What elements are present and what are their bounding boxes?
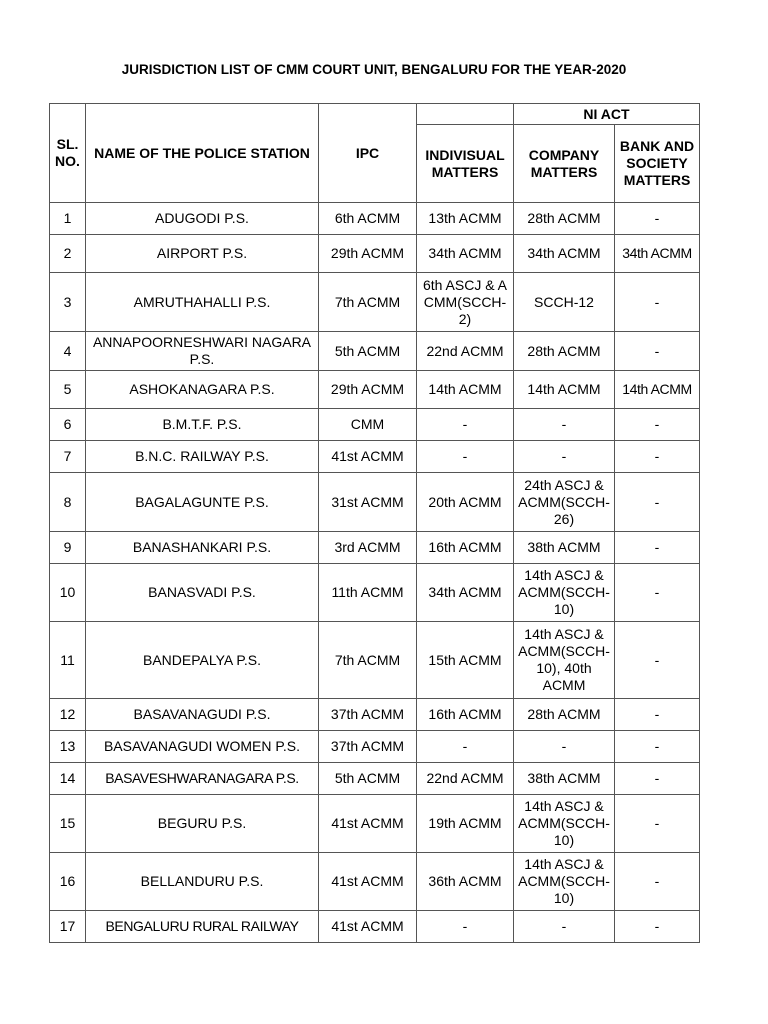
cell-individual: - <box>417 731 514 763</box>
cell-ipc: CMM <box>319 409 417 441</box>
cell-company: 38th ACMM <box>514 763 615 795</box>
cell-bank: - <box>615 699 700 731</box>
cell-bank: - <box>615 795 700 853</box>
cell-station: BASAVANAGUDI P.S. <box>86 699 319 731</box>
cell-company: 28th ACMM <box>514 699 615 731</box>
cell-company: 34th ACMM <box>514 235 615 273</box>
cell-ipc: 41st ACMM <box>319 911 417 943</box>
header-company: COMPANY MATTERS <box>514 125 615 203</box>
cell-individual: 6th ASCJ & ACMM(SCCH-2) <box>417 273 514 332</box>
cell-ipc: 6th ACMM <box>319 203 417 235</box>
cell-station: BANASVADI P.S. <box>86 564 319 622</box>
header-individual: INDIVISUAL MATTERS <box>417 125 514 203</box>
cell-ipc: 41st ACMM <box>319 795 417 853</box>
cell-sl: 6 <box>50 409 86 441</box>
cell-sl: 14 <box>50 763 86 795</box>
cell-company: 14th ASCJ & ACMM(SCCH-10) <box>514 564 615 622</box>
table-row <box>50 763 700 795</box>
cell-station: BANDEPALYA P.S. <box>86 622 319 699</box>
table-row <box>50 235 700 273</box>
cell-bank: - <box>615 731 700 763</box>
cell-company: 14th ASCJ & ACMM(SCCH-10) <box>514 795 615 853</box>
cell-individual: 16th ACMM <box>417 532 514 564</box>
cell-station: AIRPORT P.S. <box>86 235 319 273</box>
cell-bank: - <box>615 441 700 473</box>
cell-bank: 34th ACMM <box>615 235 700 273</box>
table-row <box>50 371 700 409</box>
cell-sl: 11 <box>50 622 86 699</box>
cell-station: ANNAPOORNESHWARI NAGARA P.S. <box>86 332 319 371</box>
table-row <box>50 441 700 473</box>
cell-company: 14th ASCJ & ACMM(SCCH-10) <box>514 853 615 911</box>
cell-company: 14th ACMM <box>514 371 615 409</box>
table-row <box>50 731 700 763</box>
cell-company: - <box>514 441 615 473</box>
cell-station: BENGALURU RURAL RAILWAY <box>86 911 319 943</box>
cell-station: BELLANDURU P.S. <box>86 853 319 911</box>
table-row <box>50 473 700 532</box>
cell-individual: 36th ACMM <box>417 853 514 911</box>
cell-bank: - <box>615 332 700 371</box>
cell-individual: 19th ACMM <box>417 795 514 853</box>
cell-station: BASAVANAGUDI WOMEN P.S. <box>86 731 319 763</box>
cell-bank: - <box>615 273 700 332</box>
cell-individual: 16th ACMM <box>417 699 514 731</box>
cell-sl: 12 <box>50 699 86 731</box>
cell-station: B.N.C. RAILWAY P.S. <box>86 441 319 473</box>
table-row <box>50 273 700 332</box>
cell-station: ASHOKANAGARA P.S. <box>86 371 319 409</box>
cell-bank: - <box>615 564 700 622</box>
cell-ipc: 5th ACMM <box>319 332 417 371</box>
cell-bank: 14th ACMM <box>615 371 700 409</box>
cell-sl: 15 <box>50 795 86 853</box>
jurisdiction-table <box>49 103 700 943</box>
cell-sl: 8 <box>50 473 86 532</box>
cell-ipc: 29th ACMM <box>319 235 417 273</box>
cell-ipc: 11th ACMM <box>319 564 417 622</box>
table-row <box>50 564 700 622</box>
cell-company: - <box>514 731 615 763</box>
table-row <box>50 332 700 371</box>
document-title: JURISDICTION LIST OF CMM COURT UNIT, BENGALURU FOR THE YEAR-2020 <box>121 62 627 77</box>
cell-station: ADUGODI P.S. <box>86 203 319 235</box>
cell-station: B.M.T.F. P.S. <box>86 409 319 441</box>
cell-station: AMRUTHAHALLI P.S. <box>86 273 319 332</box>
table-row <box>50 795 700 853</box>
cell-individual: 34th ACMM <box>417 235 514 273</box>
cell-bank: - <box>615 911 700 943</box>
table-row <box>50 532 700 564</box>
cell-sl: 1 <box>50 203 86 235</box>
cell-sl: 16 <box>50 853 86 911</box>
cell-ipc: 29th ACMM <box>319 371 417 409</box>
header-sl-no: SL. NO. <box>50 104 86 203</box>
cell-station: BAGALAGUNTE P.S. <box>86 473 319 532</box>
cell-sl: 17 <box>50 911 86 943</box>
table-row <box>50 409 700 441</box>
header-station: NAME OF THE POLICE STATION <box>86 104 319 203</box>
cell-individual: 13th ACMM <box>417 203 514 235</box>
cell-sl: 2 <box>50 235 86 273</box>
cell-bank: - <box>615 853 700 911</box>
cell-ipc: 41st ACMM <box>319 441 417 473</box>
cell-ipc: 41st ACMM <box>319 853 417 911</box>
cell-bank: - <box>615 473 700 532</box>
cell-bank: - <box>615 622 700 699</box>
cell-company: 24th ASCJ & ACMM(SCCH-26) <box>514 473 615 532</box>
cell-ipc: 7th ACMM <box>319 622 417 699</box>
cell-ipc: 37th ACMM <box>319 699 417 731</box>
cell-bank: - <box>615 203 700 235</box>
cell-company: SCCH-12 <box>514 273 615 332</box>
cell-ipc: 31st ACMM <box>319 473 417 532</box>
table-row <box>50 911 700 943</box>
cell-individual: 14th ACMM <box>417 371 514 409</box>
cell-station: BANASHANKARI P.S. <box>86 532 319 564</box>
cell-company: 38th ACMM <box>514 532 615 564</box>
cell-station: BASAVESHWARANAGARA P.S. <box>86 763 319 795</box>
cell-ipc: 7th ACMM <box>319 273 417 332</box>
table-row <box>50 699 700 731</box>
cell-ipc: 37th ACMM <box>319 731 417 763</box>
cell-individual: - <box>417 441 514 473</box>
cell-sl: 7 <box>50 441 86 473</box>
cell-individual: 22nd ACMM <box>417 763 514 795</box>
header-ni-act: NI ACT <box>514 104 700 125</box>
cell-sl: 5 <box>50 371 86 409</box>
cell-station: BEGURU P.S. <box>86 795 319 853</box>
cell-company: 28th ACMM <box>514 203 615 235</box>
cell-individual: - <box>417 911 514 943</box>
cell-sl: 4 <box>50 332 86 371</box>
cell-individual: 22nd ACMM <box>417 332 514 371</box>
cell-individual: 34th ACMM <box>417 564 514 622</box>
header-bank: BANK AND SOCIETY MATTERS <box>615 125 700 203</box>
cell-sl: 10 <box>50 564 86 622</box>
cell-individual: 20th ACMM <box>417 473 514 532</box>
cell-individual: - <box>417 409 514 441</box>
cell-company: 28th ACMM <box>514 332 615 371</box>
table-row <box>50 853 700 911</box>
cell-ipc: 3rd ACMM <box>319 532 417 564</box>
table-row <box>50 203 700 235</box>
cell-sl: 3 <box>50 273 86 332</box>
cell-individual: 15th ACMM <box>417 622 514 699</box>
header-ipc: IPC <box>319 104 417 203</box>
cell-company: - <box>514 911 615 943</box>
table-row <box>50 622 700 699</box>
cell-company: 14th ASCJ & ACMM(SCCH-10), 40th ACMM <box>514 622 615 699</box>
cell-bank: - <box>615 763 700 795</box>
cell-sl: 13 <box>50 731 86 763</box>
header-spacer <box>417 104 514 125</box>
cell-ipc: 5th ACMM <box>319 763 417 795</box>
cell-bank: - <box>615 532 700 564</box>
cell-company: - <box>514 409 615 441</box>
cell-sl: 9 <box>50 532 86 564</box>
cell-bank: - <box>615 409 700 441</box>
